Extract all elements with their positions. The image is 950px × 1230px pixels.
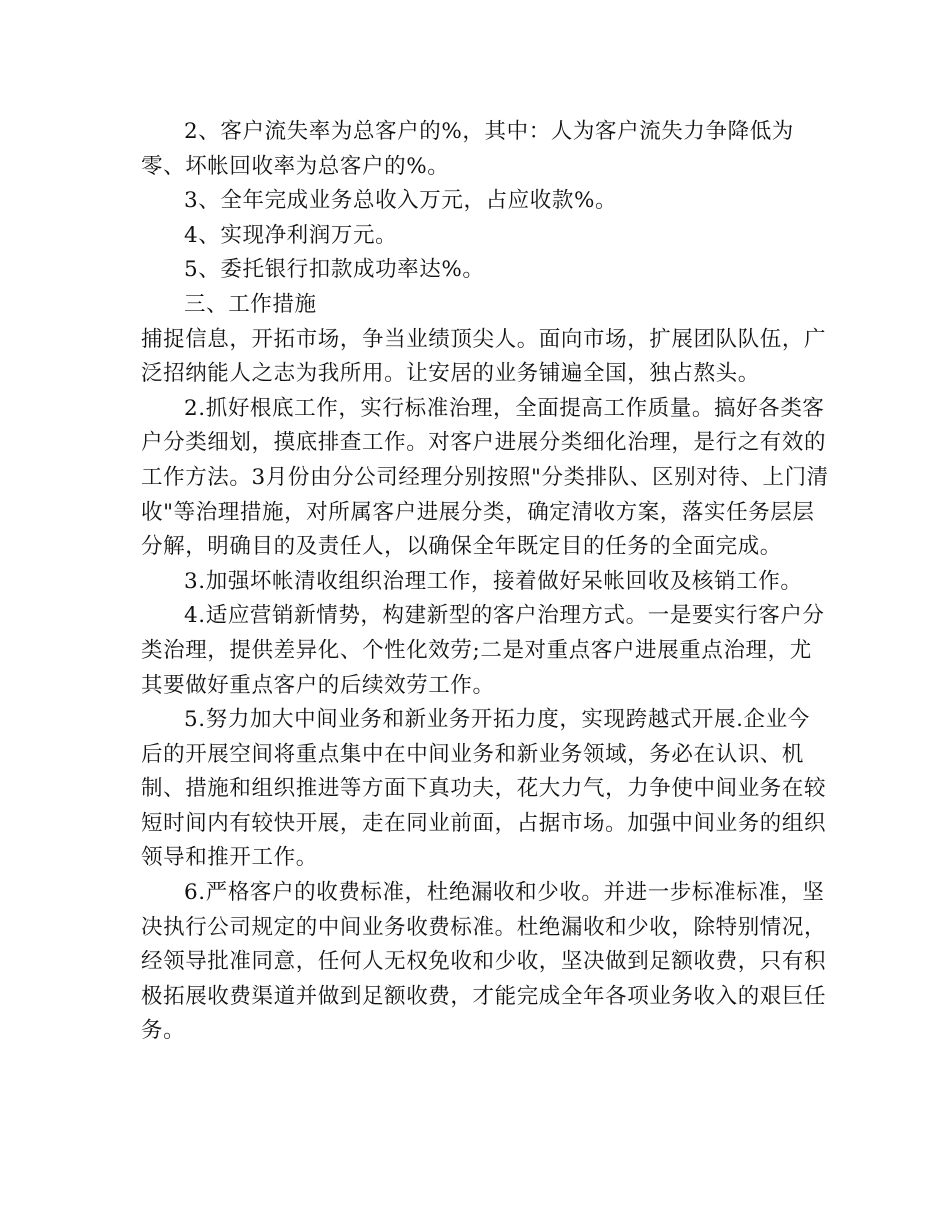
paragraph-measure-5: 5.努力加大中间业务和新业务开拓力度，实现跨越式开展.企业今后的开展空间将重点集中在中间业务和新业务领域，务必在认识、机制、措施和组织推进等方面下真功夫，花大力气，力争使中间业务在较短时间内有较快开展，走在同业前面，占据市场。加强中间业务的组织领导和推开工作。: [141, 707, 827, 871]
paragraph-target-4: 4、实现净利润万元。: [184, 222, 398, 248]
paragraph-target-3: 3、全年完成业务总收入万元，占应收款%。: [184, 188, 618, 214]
paragraph-measure-3: 3.加强坏帐清收组织治理工作，接着做好呆帐回收及核销工作。: [184, 568, 803, 594]
paragraph-measure-6: 6.严格客户的收费标准，杜绝漏收和少收。并进一步标准标准，坚决执行公司规定的中间业务收费标准。杜绝漏收和少收，除特别情况，经领导批准同意，任何人无权免收和少收，坚决做到足额收费，只有积极拓展收费渠道并做到足额收费，才能完成全年各项业务收入的艰巨任务。: [141, 880, 827, 1044]
section-heading-measures: 三、工作措施: [184, 291, 317, 317]
paragraph-target-5: 5、委托银行扣款成功率达%。: [184, 257, 485, 283]
paragraph-measure-2: 2.抓好根底工作，实行标准治理，全面提高工作质量。搞好各类客户分类细划，摸底排查工作。对客户进展分类细化治理，是行之有效的工作方法。3月份由分公司经理分别按照"分类排队、区别对待、上门清收"等治理措施，对所属客户进展分类，确定清收方案，落实任务层层分解，明确目的及责任人，以确保全年既定目的任务的全面完成。: [141, 395, 829, 560]
paragraph-measure-1: 捕捉信息，开拓市场，争当业绩顶尖人。面向市场，扩展团队队伍，广泛招纳能人之志为我所用。让安居的业务铺遍全国，独占熬头。: [141, 326, 827, 387]
document-body: [141, 115, 831, 1049]
paragraph-target-2: 2、客户流失率为总客户的%，其中：人为客户流失力争降低为零、坏帐回收率为总客户的%。: [141, 119, 794, 179]
paragraph-measure-4: 4.适应营销新情势，构建新型的客户治理方式。一是要实行客户分类治理，提供差异化、个性化效劳;二是对重点客户进展重点治理，尤其要做好重点客户的后续效劳工作。: [141, 603, 825, 698]
